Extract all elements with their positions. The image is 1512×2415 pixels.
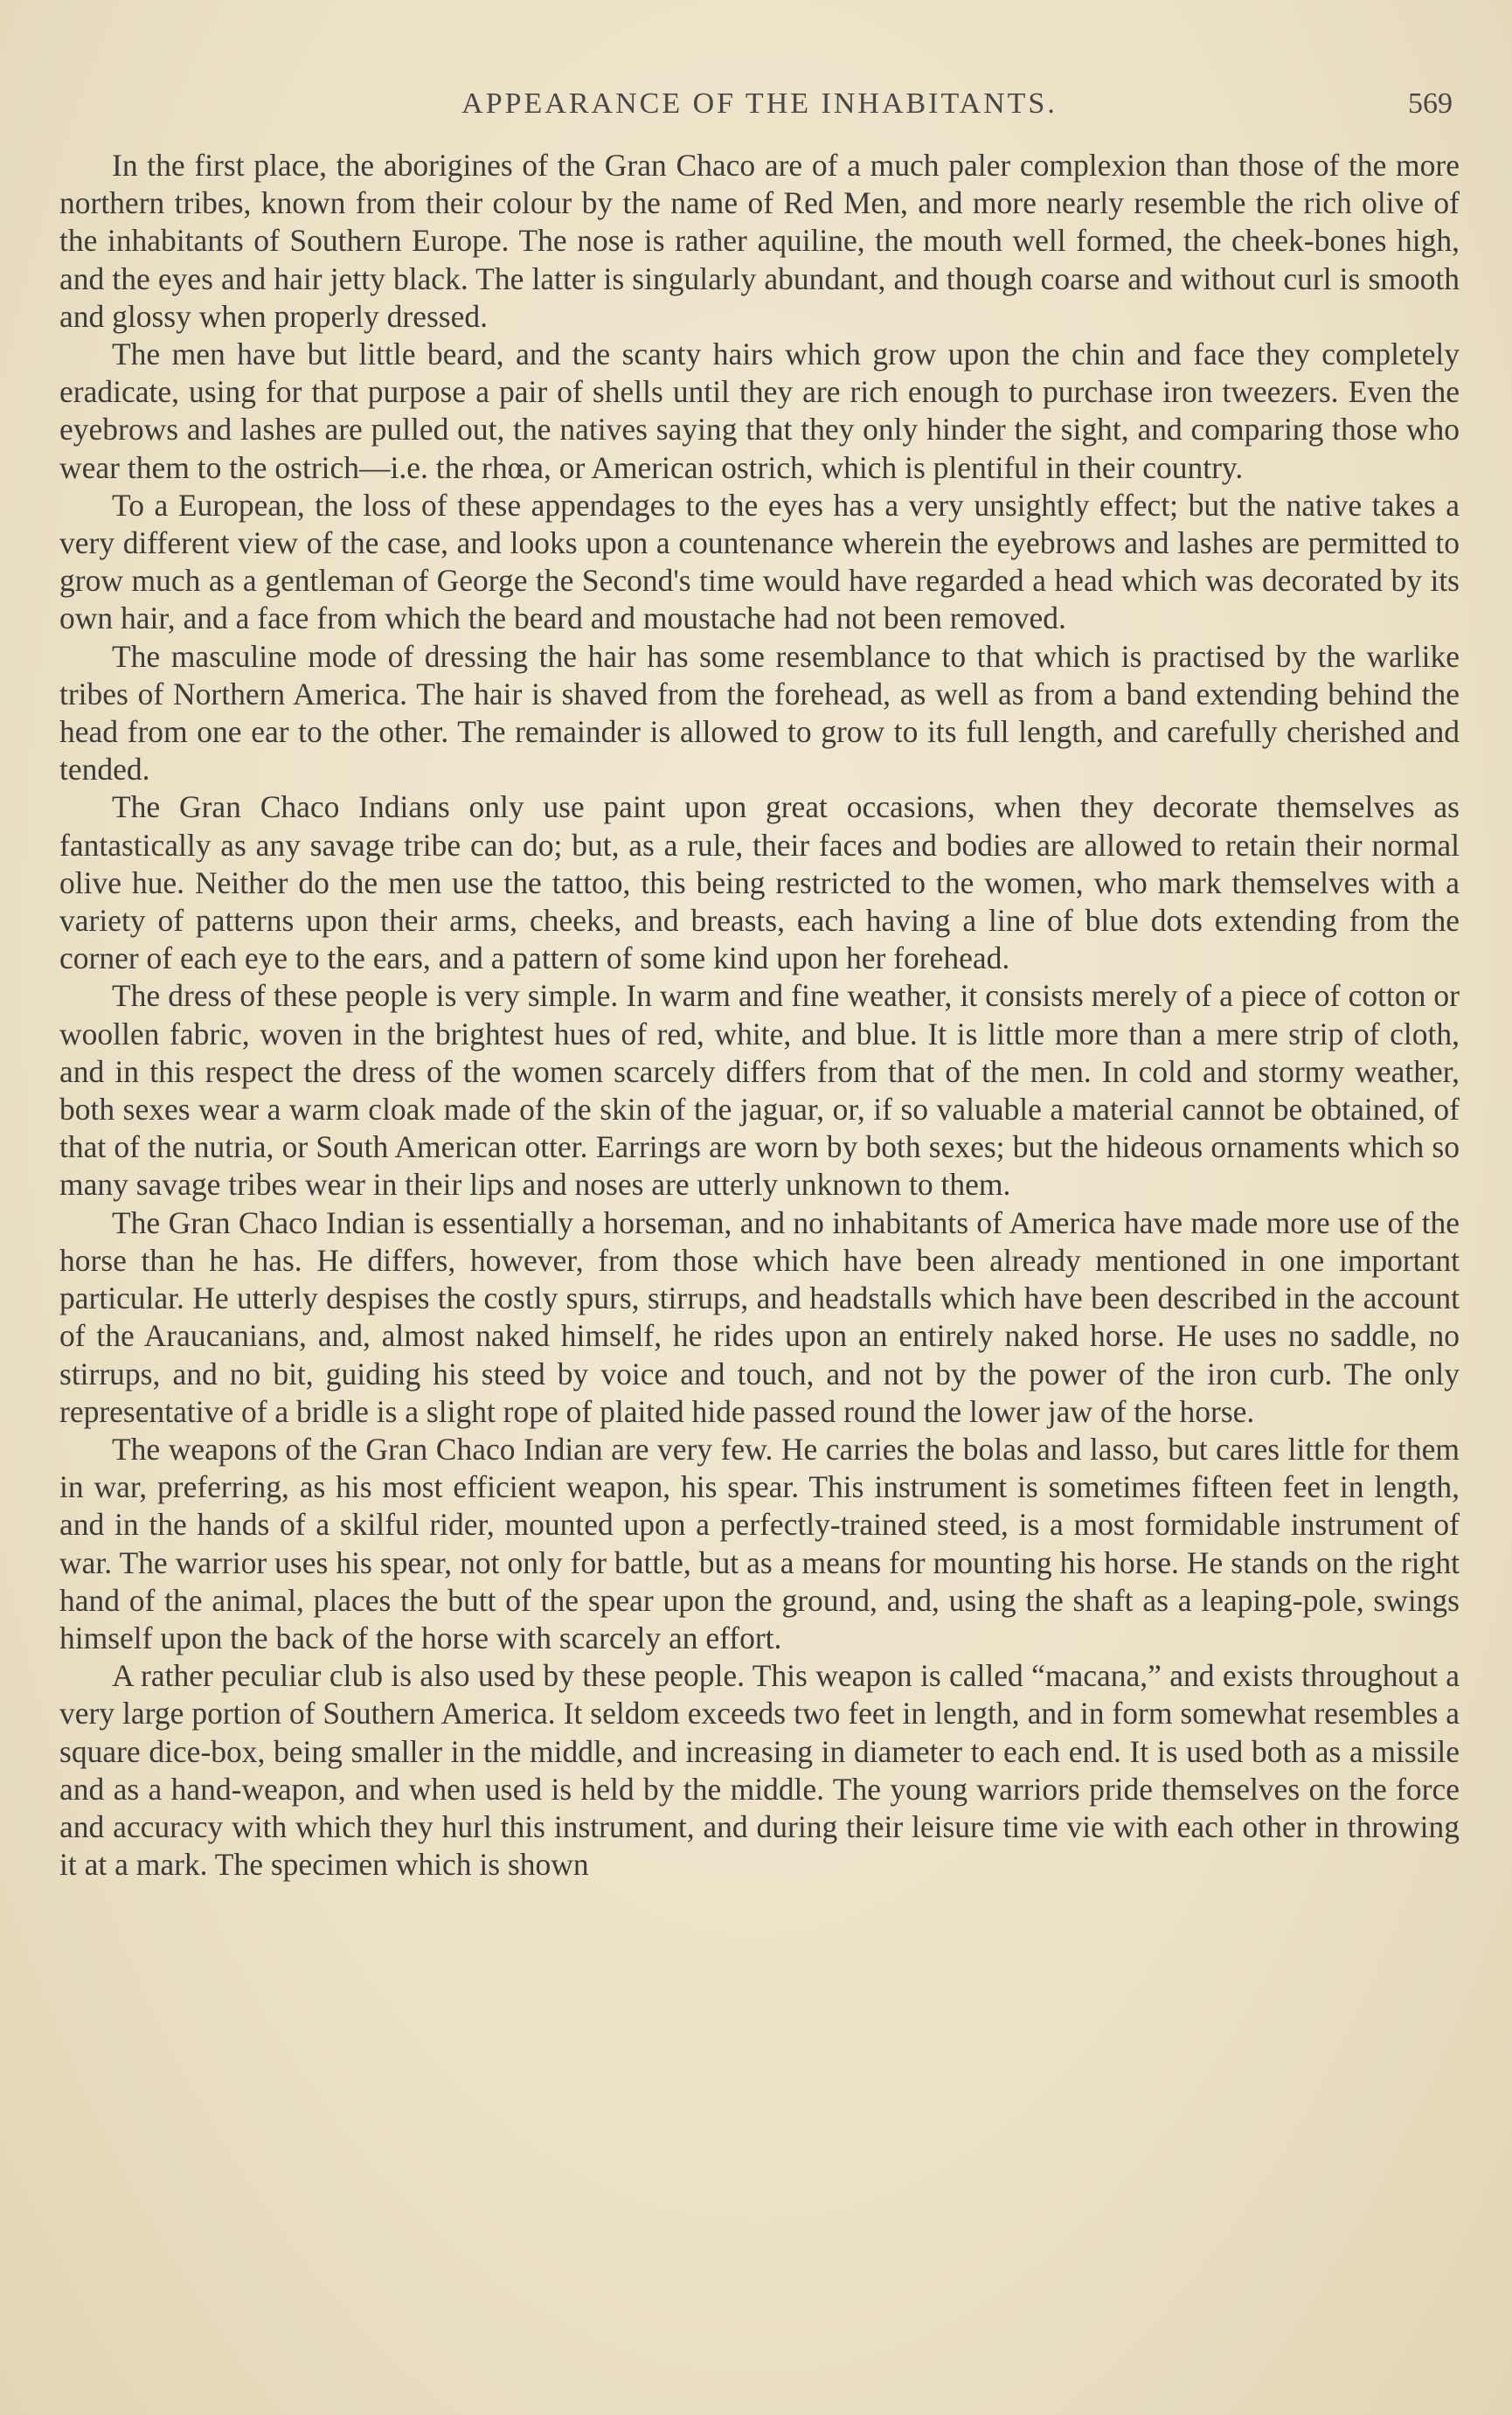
paragraph-beard: The men have but little beard, and the scanty hairs which grow upon the chin and face they completely eradicate, using for that purpose a pair of shells until they are rich enough to purchase iron tweezers. Even the eyebrows and lashes are pulled out, the natives saying that they only hinder the sight, and comparing those who wear them to the ostrich—i.e. the rhœa, or American ostrich, which is plentiful in their country.	[59, 337, 1460, 485]
paragraph-horseman: The Gran Chaco Indian is essentially a horseman, and no inhabitants of America have made more use of the horse than he has. He differs, however, from those which have been already mentioned in one important particular. He utterly despises the costly spurs, stirrups, and headstalls which have been described in the account of the Araucanians, and, almost naked himself, he rides upon an entirely naked horse. He uses no saddle, no stirrups, and no bit, guiding his steed by voice and touch, and not by the power of the iron curb. The only representative of a bridle is a slight rope of plaited hide passed round the lower jaw of the horse.	[59, 1204, 1460, 1429]
paragraph-dress: The dress of these people is very simple. In warm and fine weather, it consists merely of a piece of cotton or woollen fabric, woven in the brightest hues of red, white, and blue. It is little more than a mere strip of cloth, and in this respect the dress of the women scarcely differs from that of the men. In cold and stormy weather, both sexes wear a warm cloak made of the skin of the jaguar, or, if so valuable a material cannot be obtained, of that of the nutria, or South American otter. Earrings are worn by both sexes; but the hideous ornaments which so many savage tribes wear in their lips and noses are utterly unknown to them.	[59, 978, 1460, 1203]
paragraph-paint-tattoo: The Gran Chaco Indians only use paint upon great occasions, when they decorate themselves as fantastically as any savage tribe can do; but, as a rule, their faces and bodies are allowed to retain their normal olive hue. Neither do the men use the tattoo, this being restricted to the women, who mark themselves with a variety of patterns upon their arms, cheeks, and breasts, each having a line of blue dots extending from the corner of each eye to the ears, and a pattern of some kind upon her forehead.	[59, 789, 1460, 976]
body-text	[59, 147, 1460, 1884]
paragraph-european-view: To a European, the loss of these appendages to the eyes has a very unsightly effect; but the native takes a very different view of the case, and looks upon a countenance wherein the eyebrows and lashes are permitted to grow much as a gentleman of George the Second's time would have regarded a head which was decorated by its own hair, and a face from which the beard and moustache had not been removed.	[59, 487, 1460, 636]
paragraph-weapons: The weapons of the Gran Chaco Indian are very few. He carries the bolas and lasso, but cares little for them in war, preferring, as his most efficient weapon, his spear. This instrument is sometimes fifteen feet in length, and in the hands of a skilful rider, mounted upon a perfectly-trained steed, is a most formidable instrument of war. The warrior uses his spear, not only for battle, but as a means for mounting his horse. He stands on the right hand of the animal, places the butt of the spear upon the ground, and, using the shaft as a leaping-pole, swings himself upon the back of the horse with scarcely an effort.	[59, 1431, 1460, 1655]
paragraph-complexion: In the first place, the aborigines of the Gran Chaco are of a much paler complexion than those of the more northern tribes, known from their colour by the name of Red Men, and more nearly resemble the rich olive of the inhabitants of Southern Europe. The nose is rather aquiline, the mouth well formed, the cheek-bones high, and the eyes and hair jetty black. The latter is singularly abundant, and though coarse and without curl is smooth and glossy when properly dressed.	[59, 148, 1460, 334]
paragraph-hair-dressing: The masculine mode of dressing the hair has some resemblance to that which is practised by the warlike tribes of Northern America. The hair is shaved from the forehead, as well as from a band extending behind the head from one ear to the other. The remainder is allowed to grow to its full length, and carefully cherished and tended.	[59, 638, 1460, 788]
paragraph-macana: A rather peculiar club is also used by these people. This weapon is called “macana,” and exists throughout a very large portion of Southern America. It seldom exceeds two feet in length, and in form somewhat resembles a square dice-box, being smaller in the middle, and increasing in diameter to each end. It is used both as a missile and as a hand-weapon, and when used is held by the middle. The young warriors pride themselves on the force and accuracy with which they hurl this instrument, and during their leisure time vie with each other in throwing it at a mark. The specimen which is shown	[59, 1658, 1460, 1883]
running-head	[59, 87, 1460, 140]
page-number: 569	[1408, 87, 1453, 120]
running-title: APPEARANCE OF THE INHABITANTS.	[461, 87, 1058, 120]
